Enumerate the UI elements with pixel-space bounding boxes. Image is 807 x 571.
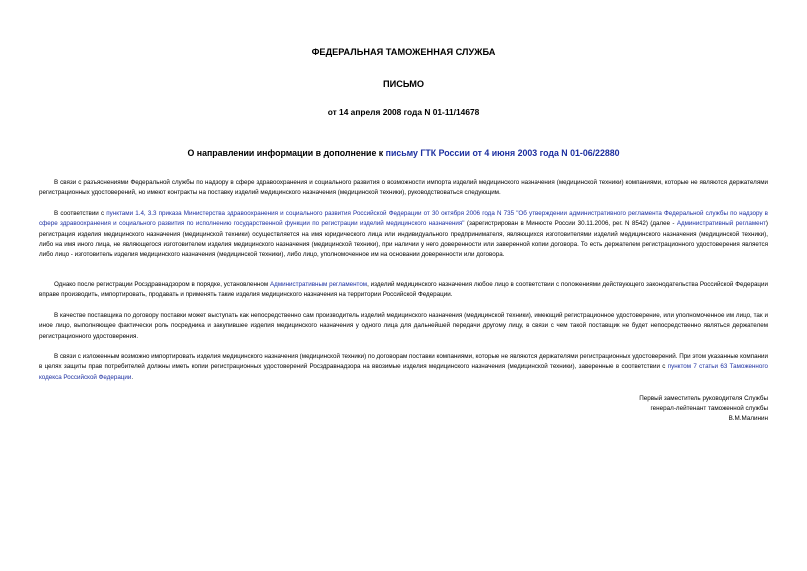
paragraph-5-text-b: .	[131, 373, 134, 381]
paragraph-4: В качестве поставщика по договору поставки может выступать как непосредственно сам производитель изделий медицинского назначения (медицинской техники), имеющий регистрационное удостоверение, или уполномоченное им лицо, так и иное лицо, выполняющее фактически роль посредника и закупившее изделия медицинского назначения у одного лица для дальнейшей передачи другому лицу, в связи с чем такой поставщик не будет непосредственно являться держателем регистрационного удостоверения.	[39, 312, 768, 340]
customs-code-link[interactable]: пунктом 7 статьи 63 Таможенного кодекса Российской Федерации	[39, 363, 768, 381]
paragraph-2-text-c: ) регистрация изделия медицинского назначения (медицинской техники) осуществляется на имя юридического лица или индивидуального предпринимателя, являющихся изготовителями изделий медицинского назначения (медицинской техники), либо на имя иного лица, не являющегося изготовителем изделия медицинского назначения (медицинской техники), при наличии у него доверенности или заверенной копии договора. То есть держателем регистрационного удостоверения является либо лицо - изготовитель изделия медицинского назначения (медицинской техники), либо лицо, уполномоченное им на основании доверенности или договора.	[39, 220, 769, 259]
signature-rank: генерал-лейтенант таможенной службы	[650, 405, 768, 412]
paragraph-2-text-b: (зарегистрирован в Минюсте России 30.11.2006, рег. N 8542) (далее -	[464, 220, 677, 228]
order-735-link[interactable]: пунктами 1.4, 3.3 приказа Министерства здравоохранения и социального развития Российской Федерации от 30 октября 2006 года N 735 "Об утверждении административного регламента Федеральной службы по надзору в сфере здравоохранения и социального развития по исполнению государственной функции по регистрации изделий медицинского назначения"	[39, 210, 768, 228]
paragraph-3-text-a: Однако после регистрации Росздравнадзором в порядке, установленном	[54, 281, 270, 288]
agency-title: ФЕДЕРАЛЬНАЯ ТАМОЖЕННАЯ СЛУЖБА	[311, 47, 496, 57]
subject-link[interactable]: письму ГТК России от 4 июня 2003 года N 01-06/22880	[385, 148, 620, 158]
admin-regulation-link-2[interactable]: Административным регламентом	[270, 281, 368, 288]
document-type: ПИСЬМО	[382, 79, 425, 89]
document-date-number: от 14 апреля 2008 года N 01-11/14678	[327, 107, 480, 117]
paragraph-3	[39, 280, 768, 301]
subject-prefix: О направлении информации в дополнение к	[187, 148, 386, 158]
admin-regulation-link[interactable]: Административный регламент	[676, 220, 766, 228]
signature-position: Первый заместитель руководителя Службы	[639, 395, 768, 402]
paragraph-2	[39, 209, 768, 260]
paragraph-1: В связи с разъяснениями Федеральной службы по надзору в сфере здравоохранения и социального развития о возможности импорта изделий медицинского назначения (медицинской техники) компаниями, которые не являются держателями регистрационных удостоверений, но имеют контракты на поставку изделий медицинского назначения (медицинской техники), руководствоваться следующим.	[39, 179, 768, 197]
signature-name: В.М.Малинин	[728, 415, 768, 422]
document-subject	[0, 148, 807, 158]
paragraph-5-text-a: В связи с изложенным возможно импортировать изделия медицинского назначения (медицинской техники) по договорам поставки компаниями, которые не являются держателями регистрационных удостоверений. При этом указанные компании в целях защиты прав потребителей должны иметь копии регистрационных удостоверений Росздравнадзора на ввозимые изделия медицинского назначения (медицинской техники), заверенные в соответствии с	[39, 353, 768, 371]
paragraph-5	[39, 352, 768, 383]
paragraph-3-text-b: , изделий медицинского назначения любое лицо в соответствии с положениями действующего законодательства Российской Федерации вправе производить, импортировать, продавать и применять такие изделия медицинского назначения на территории Российской Федерации.	[39, 281, 768, 299]
paragraph-2-text-a: В соответствии с	[54, 210, 107, 217]
